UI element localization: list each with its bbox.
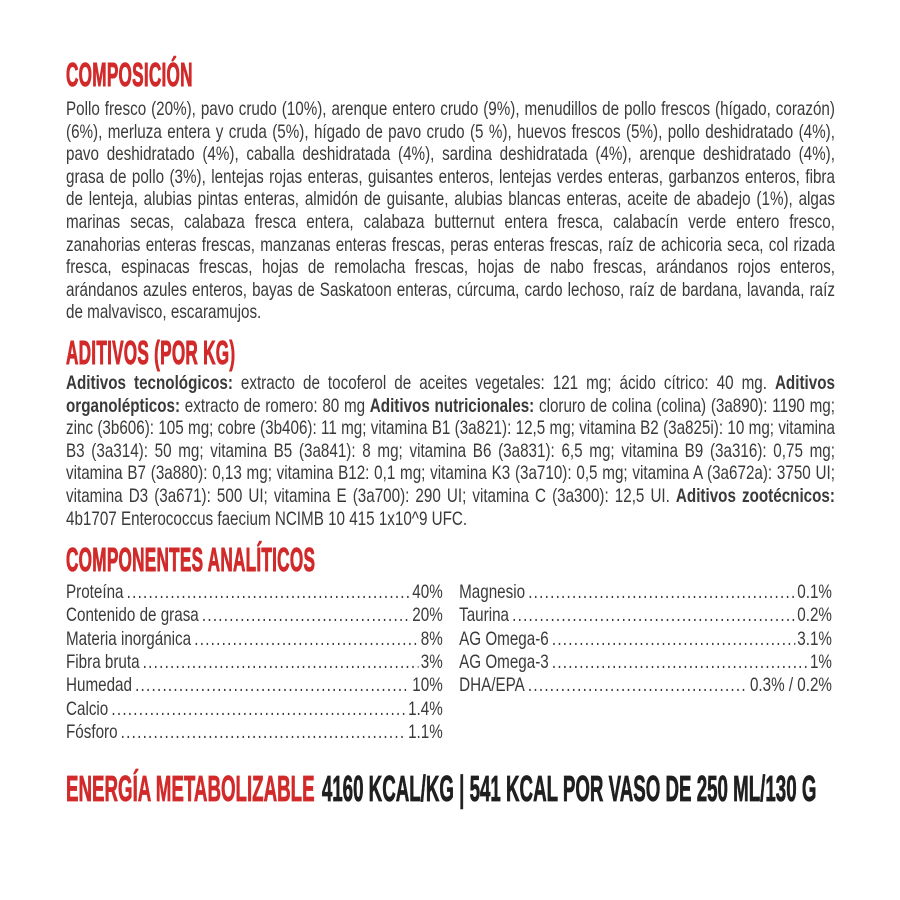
component-label: Materia inorgánica [66,627,192,650]
component-value: 3.1% [797,627,832,650]
component-value: 0.2% [797,604,832,627]
composition-text: Pollo fresco (20%), pavo crudo (10%), arenque entero crudo (9%), menudillos de pollo frescos (hígado, corazón) (6%), merluza entera y cruda (5%), hígado de pavo crudo (5 %), huevos frescos (5%), pollo deshidratado (4%), pavo deshidratado (4%), caballa deshidratada (4%), sardina deshidratada (4%), arenque deshidratado (4%), grasa de pollo (3%), lentejas rojas enteras, guisantes enteros, lentejas verdes enteras, garbanzos enteros, fibra de lenteja, alubias pintas enteras, almidón de guisante, alubias blancas enteras, aceite de abadejo (1%), algas marinas secas, calabaza fresca entera, calabaza butternut entera fresca, calabacín verde entero fresco, zanahorias enteras frescas, manzanas enteras frescas, peras enteras frescas, raíz de achicoria seca, col rizada fresca, espinacas frescas, hojas de remolacha frescas, hojas de nabo frescas, arándanos rojos enteros, arándanos azules enteros, bayas de Saskatoon enteras, cúrcuma, cardo lechoso, raíz de bardana, lavanda, raíz de malvavisco, escaramujos. [66,98,835,324]
additives-text [66,372,835,530]
analytical-row-calcium [66,698,443,721]
additives-organoleptic-text: extracto de romero: 80 mg [180,394,370,417]
dot-leader [552,628,795,651]
component-value: 20% [412,604,443,627]
metabolizable-energy-label: ENERGÍA METABOLIZABLE [66,768,315,810]
component-value: 1.1% [408,720,443,743]
additives-nutritional-text: cloruro de colina (colina) (3a890): 1190 mg; zinc (3b606): 105 mg; cobre (3b406): 11 mg; vitamina B1 (3a821): 12,5 mg; vitamina B2 (3a825i): 10 mg; vitamina B3 (3a314): 50 mg; vitamina B5 (3a841): 8 mg; vitamina B6 (3a831): 6,5 mg; vitamina B9 (3a316): 0,75 mg; vitamina B7 (3a880): 0,13 mg; vitamina B12: 0,1 mg; vitamina K3 (3a710): 0,5 mg; vitamina A (3a672a): 3750 UI; vitamina D3 (3a671): 500 UI; vitamina E (3a700): 290 UI; vitamina C (3a300): 12,5 UI. [66,394,835,507]
dot-leader [135,674,410,697]
dot-leader [552,651,808,674]
composition-heading: COMPOSICIÓN [66,56,193,93]
component-value: 1% [809,650,832,673]
analytical-row-moisture [66,674,443,697]
component-label: Fósforo [66,720,118,743]
additives-technological-text: extracto de tocoferol de aceites vegetales: 121 mg; ácido cítrico: 40 mg. [232,371,775,394]
component-value: 0.1% [797,581,832,604]
component-value: 8% [420,627,443,650]
analytical-row-taurine [459,604,832,627]
dot-leader [528,581,795,604]
analytical-row-omega6 [459,628,832,651]
additives-body-wrap [66,372,835,530]
dot-leader [143,651,419,674]
analytical-row-protein [66,581,443,604]
analytical-column-right [459,581,832,744]
dot-leader [528,674,748,697]
component-label: Contenido de grasa [66,604,199,627]
component-value: 0.3% / 0.2% [749,674,832,697]
dot-leader [127,581,410,604]
dot-leader [111,698,405,721]
component-label: Magnesio [459,581,526,604]
composition-body-wrap [66,98,835,324]
additives-nutritional-label: Aditivos nutricionales: [369,394,535,417]
analytical-row-magnesium [459,581,832,604]
additives-zootechnical-text: 4b1707 Enterococcus faecium NCIMB 10 415 1x10^9 UFC. [66,507,468,530]
additives-heading: ADITIVOS (POR KG) [66,333,236,371]
analytical-row-fat [66,604,443,627]
component-label: Proteína [66,581,124,604]
component-label: Taurina [459,604,510,627]
analytical-row-crude-fiber [66,651,443,674]
component-label: DHA/EPA [459,674,525,697]
additives-organoleptic-label: Aditivos organolépticos: [66,371,835,417]
component-value: 1.4% [408,697,443,720]
additives-heading-row [66,333,835,371]
composition-heading-row [66,58,835,91]
dot-leader [512,604,795,627]
component-value: 10% [412,674,443,697]
analytical-column-left [66,581,443,744]
component-value: 40% [412,581,443,604]
analytical-components-heading: COMPONENTES ANALÍTICOS [66,541,316,579]
analytical-heading-row [66,541,835,579]
metabolizable-energy-value: 4160 KCAL/KG | 541 KCAL POR VASO DE 250 ML/130 G [321,768,817,810]
component-label: AG Omega-6 [459,627,549,650]
metabolizable-energy-row [66,768,835,811]
dot-leader [194,628,418,651]
metabolizable-energy-line [66,768,817,810]
additives-technological-label: Aditivos tecnológicos: [66,371,233,394]
analytical-row-dha-epa [459,674,832,697]
analytical-table [66,581,835,744]
analytical-column-gap [443,581,459,744]
additives-zootechnical-label: Aditivos zootécnicos: [675,484,835,507]
analytical-row-inorganic-matter [66,628,443,651]
analytical-row-omega3 [459,651,832,674]
analytical-table-wrap [66,581,835,744]
dot-leader [121,721,406,744]
component-label: AG Omega-3 [459,650,549,673]
component-value: 3% [420,650,443,673]
dot-leader [202,604,410,627]
component-label: Calcio [66,697,109,720]
component-label: Humedad [66,674,132,697]
component-label: Fibra bruta [66,650,140,673]
analytical-row-phosphorus [66,721,443,744]
